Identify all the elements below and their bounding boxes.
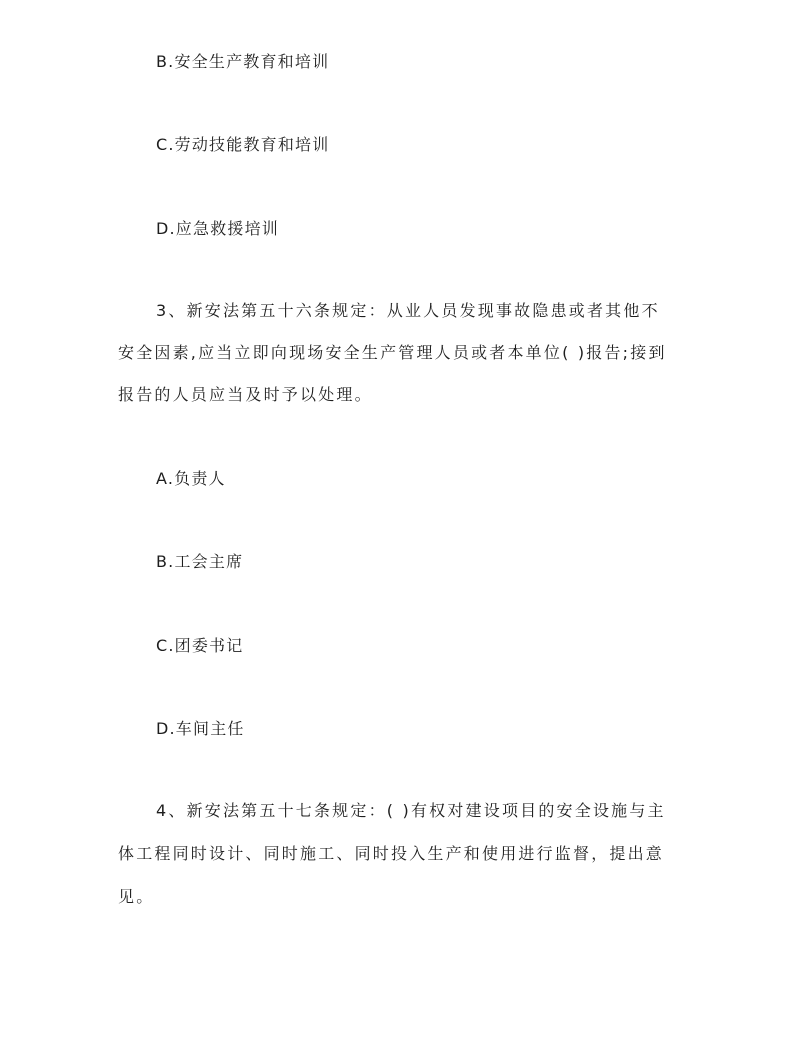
question-3-line-2: 安全因素,应当立即向现场安全生产管理人员或者本单位( )报告;接到 xyxy=(118,343,667,362)
q3-option-c: C.团委书记 xyxy=(156,636,244,655)
q2-option-b: B.安全生产教育和培训 xyxy=(156,52,330,71)
question-3-line-3: 报告的人员应当及时予以处理。 xyxy=(118,385,373,404)
q2-option-d: D.应急救援培训 xyxy=(156,219,280,238)
q2-option-c: C.劳动技能教育和培训 xyxy=(156,135,330,154)
question-4-text xyxy=(118,799,678,909)
q3-option-d: D.车间主任 xyxy=(156,719,245,738)
q3-option-a: A.负责人 xyxy=(156,469,226,488)
question-3-line-1: 3、新安法第五十六条规定：从业人员发现事故隐患或者其他不 xyxy=(156,301,660,320)
question-4-line-1: 4、新安法第五十七条规定：( )有权对建设项目的安全设施与主 xyxy=(156,801,666,820)
question-4-line-3: 见。 xyxy=(118,887,155,906)
question-4-line-2: 体工程同时设计、同时施工、同时投入生产和使用进行监督，提出意 xyxy=(118,844,665,863)
question-3-text xyxy=(118,299,678,407)
q3-option-b: B.工会主席 xyxy=(156,552,244,571)
